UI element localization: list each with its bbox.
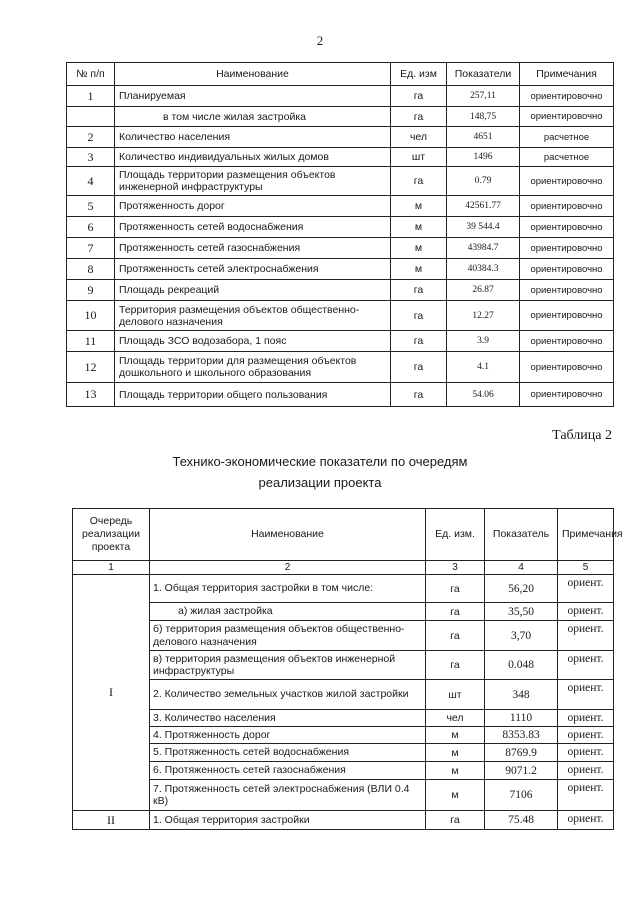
- row-name: Площадь рекреаций: [115, 280, 391, 301]
- table-row: [67, 86, 614, 107]
- table-row: [67, 280, 614, 301]
- row-name: 7. Протяженность сетей электроснабжения (ВЛИ 0.4 кВ): [150, 780, 426, 811]
- row-value: 257,11: [447, 86, 520, 107]
- row-value: 40384.3: [447, 259, 520, 280]
- table-row: [73, 811, 614, 830]
- column-number: 4: [485, 561, 558, 575]
- row-note: ориент.: [558, 603, 614, 621]
- row-num: 10: [67, 301, 115, 331]
- row-unit: м: [391, 217, 447, 238]
- row-note: ориент.: [558, 762, 614, 780]
- row-note: ориентировочно: [520, 217, 614, 238]
- row-unit: га: [391, 331, 447, 352]
- row-unit: м: [426, 780, 485, 811]
- table2-label: Таблица 2: [552, 428, 612, 443]
- row-num: [67, 107, 115, 127]
- main-indicators-table: [66, 62, 614, 407]
- row-value: 56,20: [485, 575, 558, 603]
- row-unit: га: [391, 383, 447, 407]
- row-note: ориентировочно: [520, 259, 614, 280]
- table-row: [73, 621, 614, 651]
- row-unit: га: [391, 280, 447, 301]
- row-name: б) территория размещения объектов общественно-делового назначения: [150, 621, 426, 651]
- row-value: 54.06: [447, 383, 520, 407]
- row-name: Площадь ЗСО водозабора, 1 пояс: [115, 331, 391, 352]
- row-note: ориент.: [558, 727, 614, 744]
- row-note: ориентировочно: [520, 331, 614, 352]
- row-unit: га: [391, 301, 447, 331]
- table-row: [73, 744, 614, 762]
- row-name: а) жилая застройка: [150, 603, 426, 621]
- row-unit: м: [391, 259, 447, 280]
- column-number: 3: [426, 561, 485, 575]
- table-row: [67, 383, 614, 407]
- column-number: 5: [558, 561, 614, 575]
- table-row: [67, 331, 614, 352]
- row-name: Территория размещения объектов общественно-делового назначения: [115, 301, 391, 331]
- row-unit: га: [391, 86, 447, 107]
- row-unit: га: [426, 575, 485, 603]
- row-name: Протяженность сетей электроснабжения: [115, 259, 391, 280]
- row-note: ориент.: [558, 744, 614, 762]
- row-value: 35,50: [485, 603, 558, 621]
- row-name: Протяженность сетей водоснабжения: [115, 217, 391, 238]
- row-unit: шт: [426, 680, 485, 710]
- row-num: 11: [67, 331, 115, 352]
- row-value: 7106: [485, 780, 558, 811]
- row-note: ориент.: [558, 780, 614, 811]
- row-note: ориентировочно: [520, 167, 614, 196]
- row-unit: чел: [426, 710, 485, 727]
- table-row: [67, 352, 614, 383]
- row-note: ориент.: [558, 621, 614, 651]
- row-note: ориент.: [558, 680, 614, 710]
- column-number: 2: [150, 561, 426, 575]
- row-value: 12.27: [447, 301, 520, 331]
- row-value: 8353.83: [485, 727, 558, 744]
- row-unit: м: [426, 727, 485, 744]
- row-num: 8: [67, 259, 115, 280]
- row-num: 5: [67, 196, 115, 217]
- row-num: 7: [67, 238, 115, 259]
- row-value: 0.79: [447, 167, 520, 196]
- row-unit: м: [391, 196, 447, 217]
- row-num: 13: [67, 383, 115, 407]
- row-note: ориент.: [558, 710, 614, 727]
- row-unit: га: [426, 621, 485, 651]
- row-num: 3: [67, 148, 115, 167]
- row-value: 0.048: [485, 651, 558, 680]
- table-row: [67, 107, 614, 127]
- row-note: расчетное: [520, 127, 614, 148]
- table-row: [67, 238, 614, 259]
- row-name: Планируемая: [115, 86, 391, 107]
- row-name: Площадь территории для размещения объектов дошкольного и школьного образования: [115, 352, 391, 383]
- row-unit: га: [426, 603, 485, 621]
- row-value: 39 544.4: [447, 217, 520, 238]
- row-unit: м: [391, 238, 447, 259]
- header-unit: Ед. изм: [391, 63, 447, 86]
- table2-title: [0, 451, 640, 493]
- table-row: [67, 259, 614, 280]
- table-row: [73, 727, 614, 744]
- header-name: Наименование: [150, 509, 426, 561]
- row-num: 12: [67, 352, 115, 383]
- page-number: 2: [316, 33, 324, 48]
- row-num: 1: [67, 86, 115, 107]
- row-name: Протяженность дорог: [115, 196, 391, 217]
- row-value: 1496: [447, 148, 520, 167]
- row-unit: га: [391, 107, 447, 127]
- header-note: Примечания: [520, 63, 614, 86]
- stage-cell: II: [73, 811, 150, 830]
- row-name: Площадь территории размещения объектов инженерной инфраструктуры: [115, 167, 391, 196]
- row-name: 6. Протяженность сетей газоснабжения: [150, 762, 426, 780]
- row-name: Количество индивидуальных жилых домов: [115, 148, 391, 167]
- table-row: [73, 762, 614, 780]
- row-name: 3. Количество населения: [150, 710, 426, 727]
- row-name: 1. Общая территория застройки: [150, 811, 426, 830]
- row-value: 348: [485, 680, 558, 710]
- row-unit: чел: [391, 127, 447, 148]
- row-name: Количество населения: [115, 127, 391, 148]
- table-row: [67, 148, 614, 167]
- row-value: 75.48: [485, 811, 558, 830]
- row-note: ориентировочно: [520, 352, 614, 383]
- table-row: [67, 196, 614, 217]
- table-row: [73, 780, 614, 811]
- header-value: Показатели: [447, 63, 520, 86]
- row-note: ориент.: [558, 575, 614, 603]
- row-value: 43984.7: [447, 238, 520, 259]
- row-note: ориентировочно: [520, 238, 614, 259]
- row-name: 1. Общая территория застройки в том числе:: [150, 575, 426, 603]
- row-value: 4651: [447, 127, 520, 148]
- row-unit: га: [391, 352, 447, 383]
- table-header-row: [67, 63, 614, 86]
- table-row: [67, 127, 614, 148]
- row-note: расчетное: [520, 148, 614, 167]
- row-value: 1110: [485, 710, 558, 727]
- row-name: Протяженность сетей газоснабжения: [115, 238, 391, 259]
- column-numbers-row: [73, 561, 614, 575]
- table-row: [67, 167, 614, 196]
- row-value: 9071.2: [485, 762, 558, 780]
- table-row: [73, 680, 614, 710]
- row-num: 2: [67, 127, 115, 148]
- row-name: в) территория размещения объектов инженерной инфраструктуры: [150, 651, 426, 680]
- row-unit: га: [426, 811, 485, 830]
- row-note: ориентировочно: [520, 280, 614, 301]
- header-value: Показатель: [485, 509, 558, 561]
- table-row: [73, 575, 614, 603]
- row-note: ориент.: [558, 811, 614, 830]
- stage-indicators-table: [72, 508, 623, 830]
- row-note: ориентировочно: [520, 107, 614, 127]
- row-value: 4.1: [447, 352, 520, 383]
- header-stage: Очередь реализации проекта: [73, 509, 150, 561]
- row-unit: га: [426, 651, 485, 680]
- row-value: 26.87: [447, 280, 520, 301]
- row-value: 3.9: [447, 331, 520, 352]
- row-unit: га: [391, 167, 447, 196]
- row-num: 6: [67, 217, 115, 238]
- row-unit: м: [426, 744, 485, 762]
- row-name: 2. Количество земельных участков жилой застройки: [150, 680, 426, 710]
- row-note: ориентировочно: [520, 196, 614, 217]
- table-row: [67, 301, 614, 331]
- stage-cell: I: [73, 575, 150, 811]
- header-note: Примечания: [558, 509, 614, 561]
- row-name: в том числе жилая застройка: [115, 107, 391, 127]
- header-name: Наименование: [115, 63, 391, 86]
- row-num: 9: [67, 280, 115, 301]
- row-value: 42561.77: [447, 196, 520, 217]
- table-header-row: [73, 509, 614, 561]
- table-row: [67, 217, 614, 238]
- row-name: 4. Протяженность дорог: [150, 727, 426, 744]
- table-row: [73, 603, 614, 621]
- row-unit: м: [426, 762, 485, 780]
- row-note: ориентировочно: [520, 86, 614, 107]
- table-row: [73, 651, 614, 680]
- header-unit: Ед. изм.: [426, 509, 485, 561]
- header-num: № п/п: [67, 63, 115, 86]
- row-unit: шт: [391, 148, 447, 167]
- row-name: 5. Протяженность сетей водоснабжения: [150, 744, 426, 762]
- row-value: 148,75: [447, 107, 520, 127]
- row-num: 4: [67, 167, 115, 196]
- row-name: Площадь территории общего пользования: [115, 383, 391, 407]
- row-value: 3,70: [485, 621, 558, 651]
- column-number: 1: [73, 561, 150, 575]
- row-note: ориентировочно: [520, 301, 614, 331]
- row-note: ориентировочно: [520, 383, 614, 407]
- table2-title-line2: реализации проекта: [258, 475, 382, 490]
- row-value: 8769.9: [485, 744, 558, 762]
- table-row: [73, 710, 614, 727]
- row-note: ориент.: [558, 651, 614, 680]
- table2-title-line1: Технико-экономические показатели по очередям: [172, 454, 468, 469]
